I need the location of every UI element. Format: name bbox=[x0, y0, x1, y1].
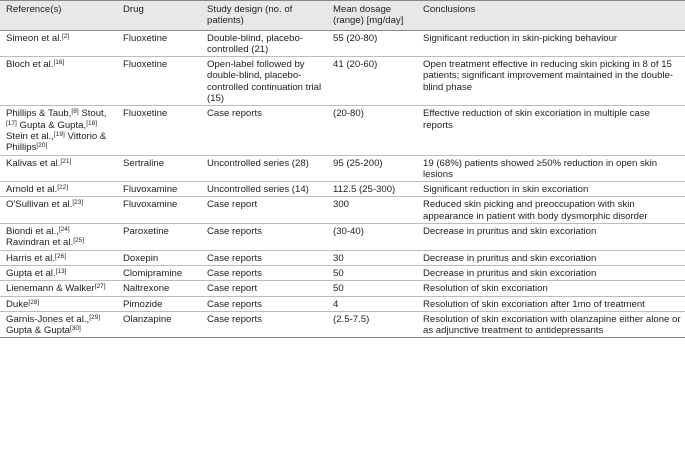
reference-author: Biondi et al., bbox=[6, 226, 59, 238]
reference-author: Bloch et al. bbox=[6, 59, 54, 71]
reference-author: Stein et al., bbox=[6, 130, 54, 142]
citation-number: [23] bbox=[72, 199, 84, 207]
cell-reference bbox=[0, 311, 117, 338]
cell-drug: Clomipramine bbox=[123, 267, 183, 279]
citation-number: [19] bbox=[54, 130, 65, 138]
citation-number: [27] bbox=[94, 283, 106, 291]
cell-drug: Pimozide bbox=[123, 298, 163, 310]
cell-conclusion: Resolution of skin excoriation after 1mo of treatment bbox=[423, 298, 645, 310]
cell-reference bbox=[0, 155, 117, 182]
reference-author: Gupta et al. bbox=[6, 267, 56, 279]
reference-author: Ravindran et al. bbox=[6, 237, 74, 249]
citation-number: [26] bbox=[55, 252, 66, 260]
reference-author: Duke bbox=[6, 298, 29, 310]
citation-number: [28] bbox=[28, 298, 40, 306]
cell-drug: Fluvoxamine bbox=[123, 199, 178, 211]
cell-dosage: (30-40) bbox=[333, 226, 364, 238]
reference-author: Simeon et al. bbox=[6, 32, 62, 44]
table-row bbox=[0, 155, 685, 182]
cell-conclusion: Significant reduction in skin-picking behaviour bbox=[423, 32, 618, 44]
cell-dosage: 112.5 (25-300) bbox=[333, 184, 396, 196]
cell-dosage: 300 bbox=[333, 199, 350, 211]
cell-conclusion: Resolution of skin excoriation with olanzapine either alone or as adjunctive treatment to antidepressants bbox=[423, 313, 681, 337]
cell-dosage: 41 (20-60) bbox=[333, 59, 378, 71]
cell-dosage: (20-80) bbox=[333, 108, 364, 120]
cell-study-design: Case reports bbox=[207, 267, 262, 279]
cell-dosage: 4 bbox=[333, 298, 339, 310]
citation-number: [22] bbox=[57, 184, 69, 192]
cell-dosage: 50 bbox=[333, 267, 344, 279]
citation-number: [13] bbox=[55, 267, 67, 275]
cell-reference bbox=[0, 106, 117, 155]
reference-author: Gupta & Gupta, bbox=[16, 119, 87, 131]
citation-number: [29] bbox=[89, 313, 101, 321]
cell-study-design: Case reports bbox=[207, 108, 262, 120]
cell-dosage: 95 (25-200) bbox=[333, 157, 383, 169]
cell-reference bbox=[0, 57, 117, 106]
table-row bbox=[0, 311, 685, 338]
header-study-design: Study design (no. of patients) bbox=[201, 1, 327, 31]
cell-conclusion: Decrease in pruritus and skin excoriation bbox=[423, 226, 597, 238]
cell-drug: Naltrexone bbox=[123, 283, 170, 295]
reference-author: O'Sullivan et al. bbox=[6, 199, 73, 211]
cell-study-design: Case report bbox=[207, 283, 258, 295]
citation-number: [2] bbox=[62, 32, 70, 40]
cell-study-design: Open-label followed by double-blind, placebo-controlled continuation trial (15) bbox=[207, 59, 322, 105]
cell-conclusion: Significant reduction in skin excoriation bbox=[423, 184, 589, 196]
cell-drug: Fluoxetine bbox=[123, 32, 168, 44]
cell-dosage: 55 (20-80) bbox=[333, 32, 378, 44]
cell-dosage: 50 bbox=[333, 283, 344, 295]
cell-drug: Olanzapine bbox=[123, 313, 172, 325]
cell-conclusion: Decrease in pruritus and skin excoriation bbox=[423, 252, 597, 264]
table-row bbox=[0, 57, 685, 106]
cell-study-design: Case reports bbox=[207, 252, 262, 264]
cell-conclusion: 19 (68%) patients showed ≥50% reduction in open skin lesions bbox=[423, 157, 658, 180]
cell-conclusion: Reduced skin picking and preoccupation with skin appearance in patient with body dysmorphic disorder bbox=[423, 199, 648, 222]
table-row bbox=[0, 106, 685, 155]
cell-dosage: (2.5-7.5) bbox=[333, 313, 370, 325]
table-row bbox=[0, 250, 685, 265]
reference-author: Kalivas et al. bbox=[6, 157, 61, 169]
table-row bbox=[0, 224, 685, 251]
citation-number: [16] bbox=[53, 59, 65, 67]
cell-dosage: 30 bbox=[333, 252, 344, 264]
cell-study-design: Double-blind, placebo-controlled (21) bbox=[207, 32, 303, 55]
citation-number: [20] bbox=[36, 142, 48, 150]
reference-author: Stout, bbox=[78, 108, 107, 120]
cell-drug: Paroxetine bbox=[123, 226, 169, 238]
cell-drug: Fluoxetine bbox=[123, 108, 168, 120]
table-row bbox=[0, 296, 685, 311]
table-row bbox=[0, 182, 685, 197]
citation-number: [24] bbox=[58, 226, 70, 234]
table-row bbox=[0, 281, 685, 296]
cell-conclusion: Effective reduction of skin excoriation in multiple case reports bbox=[423, 108, 650, 131]
cell-reference bbox=[0, 265, 117, 280]
reference-author: Gupta & Gupta bbox=[6, 325, 70, 337]
citation-number: [8] bbox=[71, 108, 79, 116]
cell-study-design: Uncontrolled series (28) bbox=[207, 157, 309, 169]
cell-drug: Sertraline bbox=[123, 157, 165, 169]
cell-drug: Fluvoxamine bbox=[123, 184, 178, 196]
citation-number: [30] bbox=[70, 325, 81, 333]
reference-author: Vittorio & Phillips bbox=[6, 130, 107, 154]
citation-number: [25] bbox=[73, 237, 85, 245]
cell-study-design: Case reports bbox=[207, 313, 262, 325]
cell-conclusion: Decrease in pruritus and skin excoriation bbox=[423, 267, 597, 279]
header-row bbox=[0, 1, 685, 31]
cell-reference bbox=[0, 296, 117, 311]
citation-number: [18] bbox=[86, 119, 98, 127]
header-reference: Reference(s) bbox=[0, 1, 117, 31]
citation-number: [21] bbox=[60, 157, 72, 165]
cell-drug: Fluoxetine bbox=[123, 59, 168, 71]
header-drug: Drug bbox=[117, 1, 201, 31]
reference-author: Phillips & Taub, bbox=[6, 108, 72, 120]
header-dosage: Mean dosage (range) [mg/day] bbox=[327, 1, 417, 31]
cell-study-design: Case report bbox=[207, 199, 258, 211]
cell-drug: Doxepin bbox=[123, 252, 159, 264]
cell-conclusion: Resolution of skin excoriation bbox=[423, 283, 548, 295]
cell-conclusion: Open treatment effective in reducing skin picking in 8 of 15 patients; significant improvement maintained in the double-blind phase bbox=[423, 59, 674, 93]
cell-reference bbox=[0, 281, 117, 296]
reference-author: Garnis-Jones et al., bbox=[6, 313, 90, 325]
table-row bbox=[0, 30, 685, 57]
table-row bbox=[0, 265, 685, 280]
cell-reference bbox=[0, 224, 117, 251]
reference-author: Harris et al. bbox=[6, 252, 56, 264]
cell-reference bbox=[0, 182, 117, 197]
cell-study-design: Case reports bbox=[207, 226, 262, 238]
cell-reference bbox=[0, 30, 117, 57]
header-conclusions: Conclusions bbox=[417, 1, 685, 31]
reference-author: Arnold et al. bbox=[6, 184, 58, 196]
table-row bbox=[0, 197, 685, 224]
cell-reference bbox=[0, 250, 117, 265]
reference-author: Lienemann & Walker bbox=[6, 283, 95, 295]
citation-number: [17] bbox=[6, 119, 17, 127]
cell-study-design: Case reports bbox=[207, 298, 262, 310]
cell-reference bbox=[0, 197, 117, 224]
cell-study-design: Uncontrolled series (14) bbox=[207, 184, 309, 196]
